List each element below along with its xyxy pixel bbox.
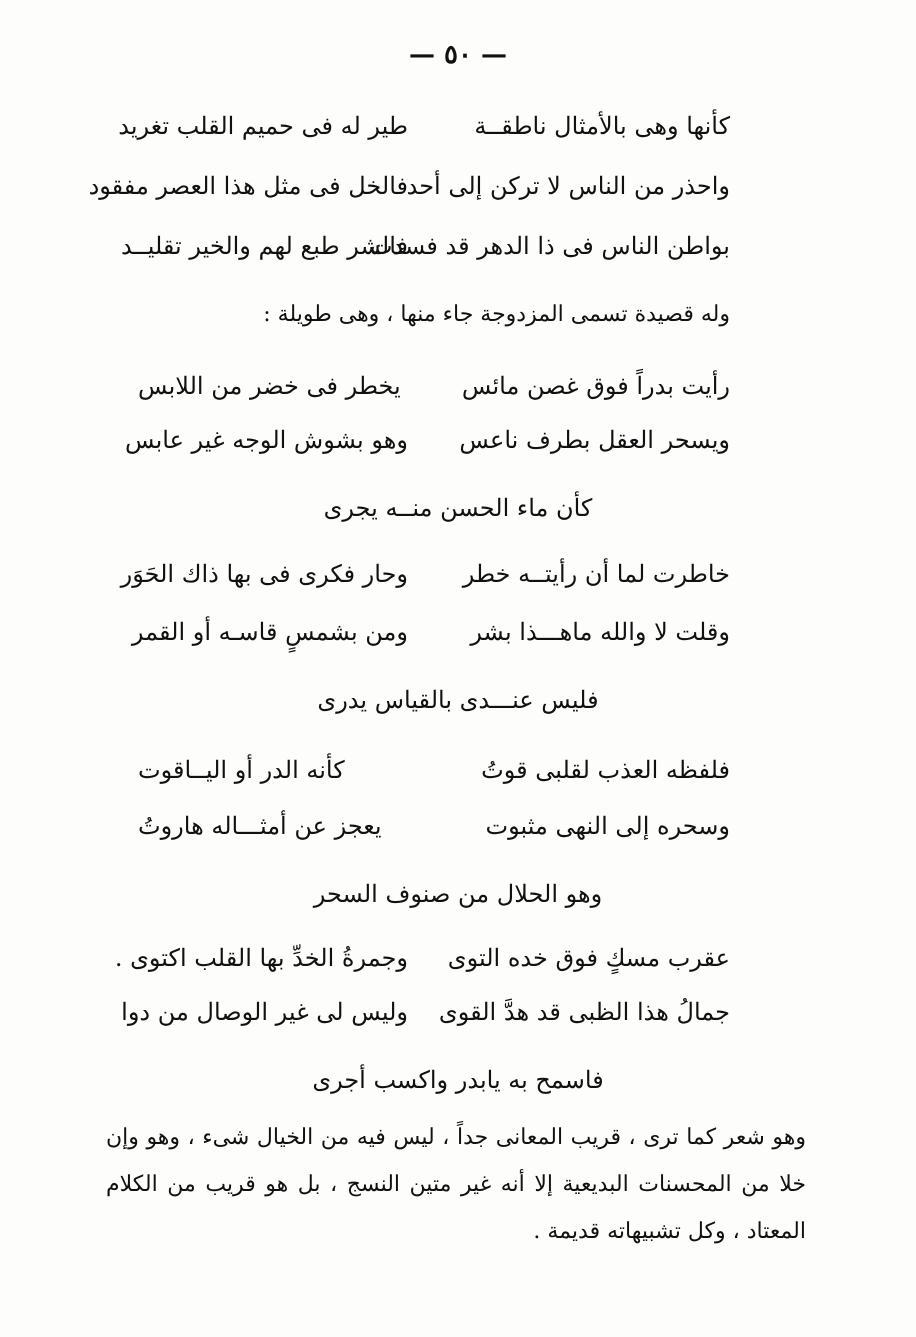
verse-line [0, 618, 916, 658]
verse-first-hemistich: خاطرت لما أن رأيتــه خطر [462, 560, 730, 588]
verse-first-hemistich: وسحره إلى النهى مثبوت [485, 812, 730, 840]
refrain-line: وهو الحلال من صنوف السحر [313, 880, 603, 908]
refrain-line: فليس عنـــدى بالقياس يدرى [317, 686, 599, 714]
verse-second-hemistich: ومن بشمسٍ قاسـه أو القمر [131, 618, 408, 646]
verse-line [0, 944, 916, 984]
verse-first-hemistich: وقلت لا والله ماهـــذا بشر [470, 618, 730, 646]
verse-first-hemistich: عقرب مسكٍ فوق خده التوى [447, 944, 730, 972]
verse-second-hemistich: وجمرةُ الخدِّ بها القلب اكتوى . [114, 944, 408, 972]
verse-first-hemistich: واحذر من الناس لا تركن إلى أحد [406, 172, 730, 200]
verse-first-hemistich: بواطن الناس فى ذا الدهر قد فسدت [369, 232, 730, 260]
verse-line [0, 112, 916, 152]
verse-first-hemistich: رأيت بدراً فوق غصن مائس [461, 372, 730, 400]
verse-line [0, 426, 916, 466]
verse-second-hemistich: وهو بشوش الوجه غير عابس [125, 426, 408, 454]
intro-line: وله قصيدة تسمى المزدوجة جاء منها ، وهى طويلة : [263, 302, 730, 327]
verse-second-hemistich: طير له فى حميم القلب تغريد [118, 112, 408, 140]
closing-paragraph: وهو شعر كما ترى ، قريب المعانى جداً ، ليس فيه من الخيال شىء ، وهو وإن خلا من المحسنات البديعية إلا أنه غير متين النسج ، بل هو قريب من الكلام المعتاد ، وكل تشبيهاته قديمة . [106, 1125, 806, 1244]
refrain-line: كأن ماء الحسن منــه يجرى [323, 494, 593, 522]
verse-second-hemistich: وحار فكرى فى بها ذاك الحَوَر [120, 560, 408, 588]
verse-second-hemistich: كأنه الدر أو اليــاقوت [138, 756, 345, 784]
refrain-line: فاسمح به يابدر واكسب أجرى [312, 1066, 604, 1094]
verse-line [0, 372, 916, 412]
verse-first-hemistich: جمالُ هذا الظبى قد هدَّ القوى [438, 998, 730, 1026]
verse-second-hemistich: فالخل فى مثل هذا العصر مفقود [88, 172, 408, 200]
verse-line [0, 998, 916, 1038]
verse-second-hemistich: فالشر طبع لهم والخير تقليــد [121, 232, 408, 260]
verse-second-hemistich: وليس لى غير الوصال من دوا [121, 998, 408, 1026]
verse-second-hemistich: يخطر فى خضر من اللابس [138, 372, 401, 400]
verse-line [0, 812, 916, 852]
verse-line [0, 232, 916, 272]
verse-line [0, 560, 916, 600]
verse-first-hemistich: ويسحر العقل بطرف ناعس [459, 426, 730, 454]
page-number: — ٥٠ — [408, 40, 508, 70]
verse-second-hemistich: يعجز عن أمثـــاله هاروتُ [138, 812, 382, 840]
verse-line [0, 756, 916, 796]
verse-first-hemistich: كأنها وهى بالأمثال ناطقــة [474, 112, 730, 140]
verse-line [0, 172, 916, 212]
verse-first-hemistich: فلفظه العذب لقلبى قوتُ [481, 756, 730, 784]
